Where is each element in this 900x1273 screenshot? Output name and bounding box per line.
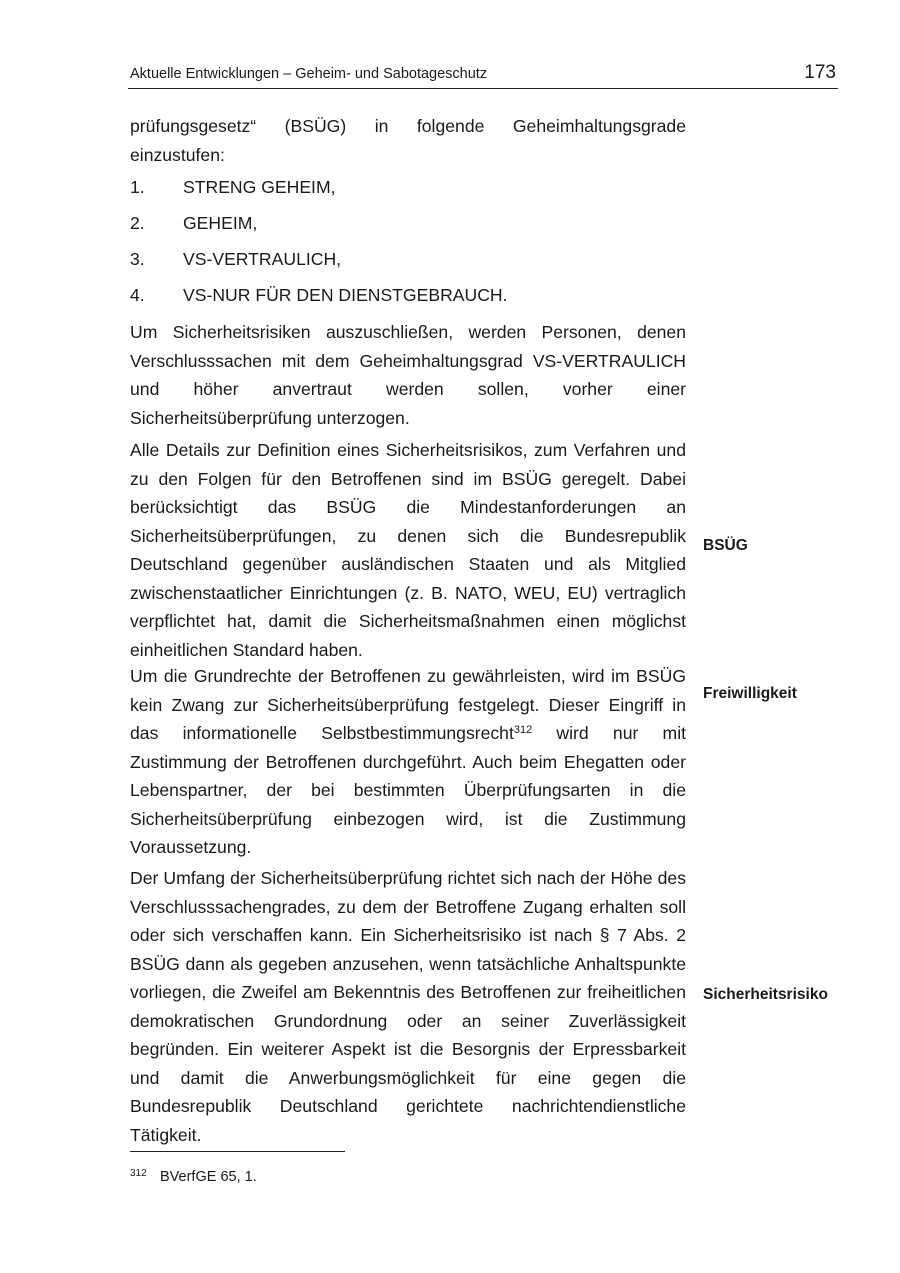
paragraph-grundrechte [130,662,686,862]
paragraph-bsueg-details: Alle Details zur Definition eines Sicherheitsrisikos, zum Verfahren und zu den Folgen für den Betroffenen sind im BSÜG geregelt. Dabei berücksichtigt das BSÜG die Mindestanforderungen an Sicherheitsüberprüfungen, zu denen sich die Bundesrepublik Deutschland gegenüber ausländischen Staaten und als Mitglied zwischenstaatlicher Einrichtungen (z. B. NATO, WEU, EU) vertraglich verpflichtet hat, damit die Sicherheitsmaßnahmen einen möglichst einheitlichen Standard haben. [130,440,686,660]
page-header [128,58,838,89]
margin-note-sicherheitsrisiko: Sicherheitsrisiko [703,986,828,1003]
list-item [130,281,508,309]
paragraph-sicherheitsrisiken: Um Sicherheitsrisiken auszuschließen, werden Personen, denen Verschlusssachen mit dem Geheimhaltungsgrad VS-VERTRAULICH und höher anvertraut werden sollen, vorher einer Sicherheitsüberprüfung unterzogen. [130,322,686,428]
running-title: Aktuelle Entwicklungen – Geheim- und Sabotageschutz [130,66,488,82]
footnote-reference[interactable]: 312 [513,724,533,736]
list-text: STRENG GEHEIM, [183,177,336,197]
list-item [130,245,341,273]
footnote [130,1168,257,1185]
paragraph-grundrechte-text-1: Um die Grundrechte der Betroffenen zu gewährleisten, wird im BSÜG kein Zwang zur Sicherheitsüberprüfung festgelegt. Dieser Eingriff in das informationelle Selbstbestimmungsrecht [130,666,686,743]
list-number: 1. [130,177,145,197]
list-number: 3. [130,249,145,269]
paragraph-intro: prüfungsgesetz“ (BSÜG) in folgende Geheimhaltungsgrade einzustufen: [130,116,686,165]
paragraph-grundrechte-text-2: wird nur mit Zustimmung der Betroffenen durchgeführt. Auch beim Ehegatten oder Lebenspartner, der bei bestimmten Überprüfungsarten in die Sicherheitsüberprüfung einbezogen wird, ist die Zustimmung Voraussetzung. [130,723,686,857]
list-number: 2. [130,213,145,233]
margin-note-freiwilligkeit: Freiwilligkeit [703,685,797,702]
list-text: VS-VERTRAULICH, [183,249,342,269]
page-number: 173 [804,62,836,83]
margin-note-bsueg: BSÜG [703,537,748,554]
footnote-text: BVerfGE 65, 1. [160,1169,257,1185]
footnote-divider [130,1151,345,1152]
list-text: GEHEIM, [183,213,258,233]
paragraph-umfang: Der Umfang der Sicherheitsüberprüfung richtet sich nach der Höhe des Verschlusssachengrades, zu dem der Betroffene Zugang erhalten soll oder sich verschaffen kann. Ein Sicherheitsrisiko ist nach § 7 Abs. 2 BSÜG dann als gegeben anzusehen, wenn tatsächliche Anhaltspunkte vorliegen, die Zweifel am Bekenntnis des Betroffenen zur freiheitlichen demokratischen Grundordnung oder an seiner Zuverlässigkeit begründen. Ein weiterer Aspekt ist die Besorgnis der Erpressbarkeit und damit die Anwerbungsmöglichkeit für eine gegen die Bundesrepublik Deutschland gerichtete nachrichtendienstliche Tätigkeit. [130,868,686,1145]
list-number: 4. [130,285,145,305]
footnote-mark: 312 [130,1168,147,1179]
list-item [130,173,336,201]
list-text: VS-NUR FÜR DEN DIENSTGEBRAUCH. [183,285,508,305]
list-item [130,209,257,237]
